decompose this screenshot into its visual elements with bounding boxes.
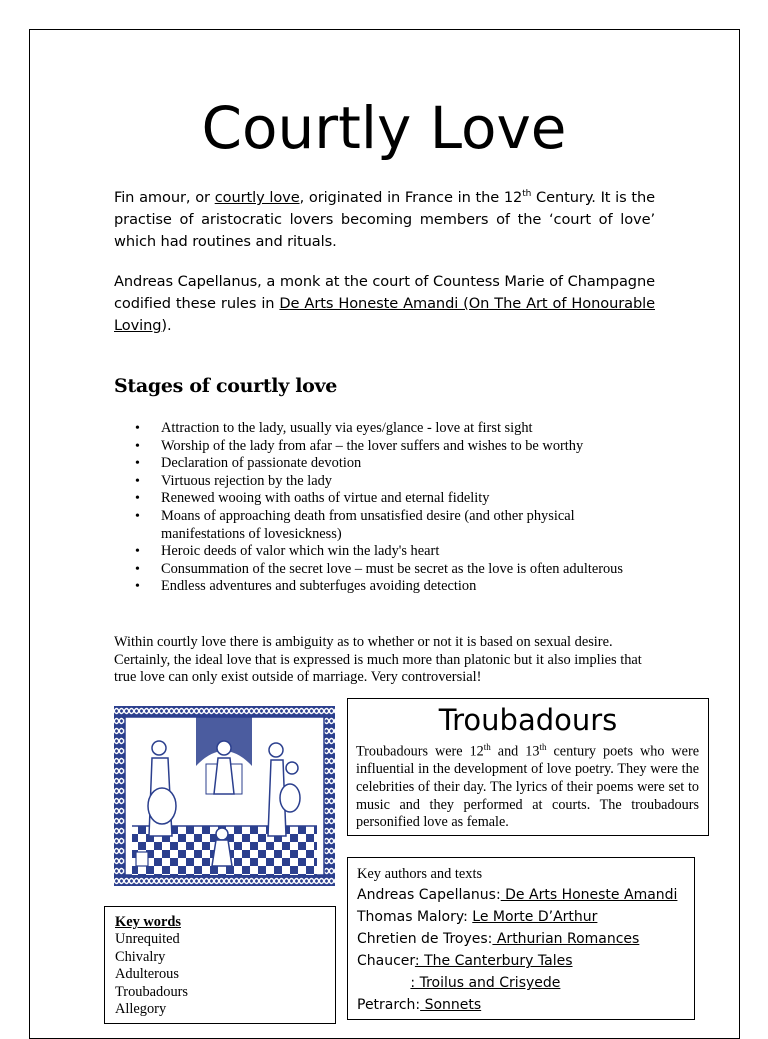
list-item <box>357 884 677 906</box>
work-title[interactable]: : Troilus and Crisyede <box>410 975 561 991</box>
list-item: • Attraction to the lady, usually via eyes/glance - love at first sight <box>135 420 655 438</box>
list-item <box>357 906 677 928</box>
work-title[interactable]: Arthurian Romances <box>492 931 640 947</box>
intro-text: ). <box>161 317 172 334</box>
key-words-box <box>104 906 336 1024</box>
list-item: Adulterous <box>115 966 179 983</box>
intro-text: Andreas Capellanus, a monk at the court of Countess Marie of Champagne codified these rules in <box>114 273 655 312</box>
superscript: th <box>522 189 532 199</box>
list-item: Unrequited <box>115 931 180 947</box>
intro-text: Fin amour, or <box>114 188 215 206</box>
troubadours-text-part: and 13 <box>490 743 540 760</box>
author-name: Chretien de Troyes: <box>357 931 493 947</box>
list-item: • Endless adventures and subterfuges avoiding detection <box>135 578 655 596</box>
key-words-list <box>115 931 188 1019</box>
troubadours-text <box>356 739 699 832</box>
list-item: • Worship of the lady from afar – the lover suffers and wishes to be worthy <box>135 438 655 456</box>
list-item <box>357 928 677 950</box>
list-item <box>357 950 677 972</box>
page-title: Courtly Love <box>201 94 567 162</box>
work-title[interactable]: Le Morte D’Arthur <box>472 909 598 925</box>
work-title[interactable]: Sonnets <box>420 997 482 1013</box>
author-name: Andreas Capellanus: <box>357 887 501 903</box>
woodcut-illustration <box>114 706 335 886</box>
list-item: • Renewed wooing with oaths of virtue and eternal fidelity <box>135 490 655 508</box>
list-item <box>357 994 677 1016</box>
key-authors-title: Key authors and texts <box>357 866 483 882</box>
author-name: Petrarch: <box>357 997 421 1013</box>
superscript: th <box>539 742 547 752</box>
list-item <box>357 972 677 994</box>
intro-text: , originated in France in the 12 <box>299 188 523 206</box>
troubadours-box <box>347 698 709 836</box>
troubadours-text-part: Troubadours were 12 <box>356 743 484 760</box>
key-authors-box <box>347 857 695 1020</box>
superscript: th <box>483 742 491 752</box>
troubadours-title: Troubadours <box>438 703 618 737</box>
work-title[interactable]: : The Canterbury Tales <box>414 953 573 969</box>
key-words-title: Key words <box>115 914 181 930</box>
author-name: Chaucer <box>357 953 415 969</box>
de-arts-link[interactable]: De Arts Honeste Amandi (On The Art of Honourable Loving <box>114 295 655 334</box>
list-item: • Declaration of passionate devotion <box>135 455 655 473</box>
courtly-love-link[interactable]: courtly love <box>214 188 300 206</box>
ambiguity-paragraph: Within courtly love there is ambiguity as to whether or not it is based on sexual desire. Certainly, the ideal love that is expressed is much more than platonic but it also implies that true love can only exist outside of marriage. Very controversial! <box>114 634 642 686</box>
list-item: Allegory <box>115 1001 167 1018</box>
troubadours-text-part: century poets who were influential in the development of love poetry. They were the celebrities of their day. The lyrics of their poems were set to music and they performed at courts. The troubadours personified love as female. <box>356 743 699 831</box>
list-item: • Moans of approaching death from unsatisfied desire (and other physical manifestations of lovesickness) <box>135 508 655 543</box>
list-item: • Virtuous rejection by the lady <box>135 473 655 491</box>
intro-text: Century. It is the practise of aristocratic lovers becoming members of the ‘court of love’ which had routines and rituals. <box>114 188 656 250</box>
list-item: Chivalry <box>115 948 166 965</box>
list-item: • Consummation of the secret love – must be secret as the love is often adulterous <box>135 561 655 579</box>
list-item: Troubadours <box>115 983 189 1000</box>
authors-list <box>357 884 677 1016</box>
stages-heading: Stages of courtly love <box>114 375 338 397</box>
list-item: • Heroic deeds of valor which win the lady's heart <box>135 543 655 561</box>
work-title[interactable]: De Arts Honeste Amandi <box>500 887 678 903</box>
intro-paragraph-2 <box>114 271 655 337</box>
stages-list <box>135 420 655 596</box>
intro-paragraph-1 <box>114 183 655 253</box>
author-name: Thomas Malory: <box>357 909 473 925</box>
author-name <box>357 975 410 991</box>
